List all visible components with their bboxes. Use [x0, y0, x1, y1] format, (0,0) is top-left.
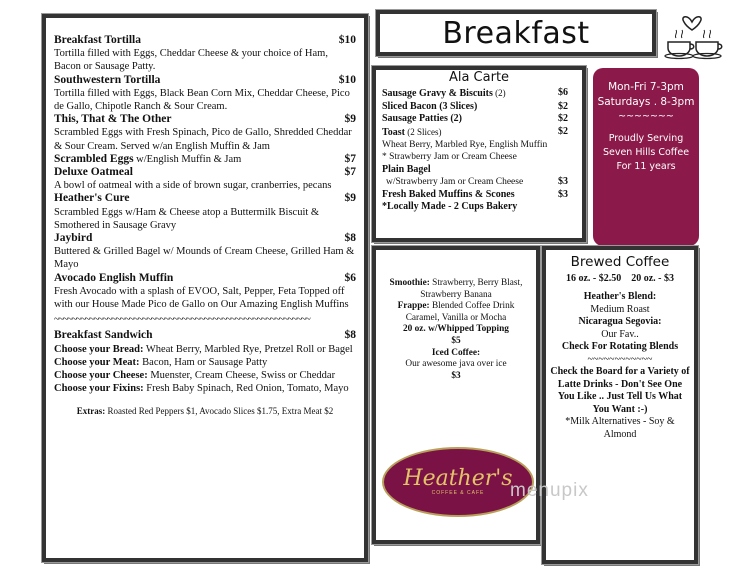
brewed-divider: ~~~~~~~~~~~~	[587, 353, 653, 365]
menu-item-name: Scrambled Eggs	[54, 152, 134, 165]
menu-item-description: Tortilla filled with Eggs, Black Bean Corn Mix, Cheddar Cheese, Pico de Gallo, Chipotle Ranch & Sour Cream.	[54, 87, 350, 113]
sandwich-price: $8	[344, 329, 356, 342]
frappe-desc: Blended Coffee Drink Caramel, Vanilla or Mocha	[405, 301, 515, 323]
ala-carte-item-note: (2)	[492, 88, 506, 99]
menu-item-name: Southwestern Tortilla	[54, 73, 161, 86]
bagel-heading	[382, 164, 576, 176]
menu-item-price: $8	[344, 232, 356, 245]
menu-item-description: A bowl of oatmeal with a side of brown sugar, cranberries, pecans	[54, 180, 332, 192]
toast-jam: * Strawberry Jam or Cream Cheese	[382, 152, 517, 163]
cheese-options: Muenster, Cream Cheese, Swiss or Cheddar	[150, 370, 336, 382]
ala-carte-item-wrap	[382, 101, 477, 113]
muffins-name: Fresh Baked Muffins & Scones	[382, 188, 515, 200]
meat-options: Bacon, Ham or Sausage Patty	[142, 356, 268, 368]
bagel-name: Plain Bagel	[382, 163, 431, 175]
sandwich-fixins	[54, 382, 356, 395]
menu-item-name-wrap	[54, 113, 171, 126]
menu-item-heading	[54, 34, 356, 47]
menu-item-description: Scrambled Eggs w/Ham & Cheese atop a Buttermilk Biscuit & Smothered in Sausage Gravy	[54, 206, 320, 231]
local-note: *Locally Made - 2 Cups Bakery	[382, 201, 518, 213]
ala-carte-item-name: Toast	[382, 126, 405, 138]
ala-carte-item-price: $2	[558, 100, 568, 112]
ala-carte-row	[382, 101, 576, 113]
ala-carte-item-name: Sliced Bacon (3 Slices)	[382, 100, 478, 112]
menu-item-name: Jaybird	[54, 232, 93, 245]
menu-item-price: $7	[344, 166, 356, 179]
muffins-price: $3	[558, 188, 568, 200]
menu-item-heading	[54, 153, 356, 166]
years-text: For 11 years	[616, 161, 676, 172]
menu-item-name-wrap	[54, 153, 241, 166]
menu-item-name-wrap	[54, 166, 133, 179]
ala-carte-row	[382, 126, 576, 139]
menu-item-heading	[54, 272, 356, 285]
menu-item-heading	[54, 74, 356, 87]
ala-carte-item-price: $6	[558, 87, 568, 99]
local-note-row	[382, 201, 576, 213]
ala-carte-title: Ala Carte	[448, 70, 510, 85]
menu-item-description: Fresh Avocado with a splash of EVOO, Salt, Pepper, Feta Topped off with our House Made Pico de Gallo on Our Amazing English Muffins	[54, 285, 349, 311]
brewed-title: Brewed Coffee	[570, 254, 670, 270]
frappe-size: 20 oz. w/Whipped Topping	[403, 324, 509, 335]
menu-items	[54, 34, 356, 311]
ala-carte-item-wrap	[382, 87, 506, 100]
main-menu-panel	[42, 14, 368, 562]
menu-item-description: Tortilla filled with Eggs, Cheddar Cheese & your choice of Ham, Bacon or Sausage Patty.	[54, 48, 328, 73]
menu-item-inline-desc: w/English Muffin & Jam	[133, 153, 242, 165]
bread-options: Wheat Berry, Marbled Rye, Pretzel Roll or Bagel	[145, 343, 353, 355]
menu-item-name-wrap	[54, 34, 141, 47]
fixins-options: Fresh Baby Spinach, Red Onion, Tomato, Mayo	[146, 383, 349, 395]
frappe-label: Frappe:	[397, 301, 430, 312]
cheese-label: Choose your Cheese:	[54, 370, 148, 382]
coffee-brand: Seven Hills Coffee	[602, 147, 690, 158]
sandwich-bread	[54, 343, 356, 356]
menu-item-heading	[54, 192, 356, 205]
ala-carte-item-wrap	[382, 126, 441, 139]
fixins-label: Choose your Fixins:	[54, 383, 144, 395]
ala-carte-item-price: $2	[558, 125, 568, 137]
menu-item-name: This, That & The Other	[54, 113, 172, 126]
menu-item-name-wrap	[54, 192, 129, 205]
ala-carte-row	[382, 87, 576, 100]
sandwich-cheese	[54, 369, 356, 382]
smoothie-label: Smoothie:	[389, 278, 430, 288]
menu-item-name-wrap	[54, 232, 92, 245]
watermark: menupix	[510, 480, 589, 501]
extras-label: Extras:	[76, 406, 106, 417]
ala-carte-item-note: (2 Slices)	[404, 126, 442, 137]
extras	[54, 405, 356, 418]
segovia-label: Nicaragua Segovia:	[578, 316, 662, 327]
menu-item-description: Buttered & Grilled Bagel w/ Mounds of Cream Cheese, Grilled Ham & Mayo	[54, 246, 355, 271]
iced-price: $3	[451, 370, 461, 381]
ala-carte-rows	[382, 87, 576, 139]
sandwich-heading	[54, 329, 356, 342]
blend-desc: Medium Roast	[590, 303, 650, 315]
coffee-cups-icon	[662, 8, 726, 60]
proudly-serving: Proudly Serving	[608, 133, 684, 144]
ala-carte-item-name: Sausage Patties (2)	[382, 113, 462, 125]
muffins-row	[382, 189, 576, 201]
hours-saturday: Saturdays . 8-3pm	[597, 96, 695, 108]
blend-label: Heather's Blend:	[583, 291, 657, 302]
menu-item-heading	[54, 113, 356, 126]
hours-panel	[593, 68, 699, 246]
separator: ~~~~~~~~~~~~~~~~~~~~~~~~~~~~~~~~~~~~~~~~~~~~~~~~~~~~~~~~~~	[54, 314, 310, 326]
page-title: Breakfast	[442, 15, 590, 51]
rotating-blends: Check For Rotating Blends	[561, 341, 679, 352]
title-panel	[376, 10, 656, 56]
bagel-desc: w/Strawberry Jam or Cream Cheese	[386, 177, 524, 188]
logo-name: Heather's	[403, 466, 513, 491]
menu-item-heading	[54, 166, 356, 179]
menu-item-price: $10	[338, 34, 356, 46]
segovia-desc: Our Fav..	[601, 328, 639, 340]
menu-item-name: Heather's Cure	[54, 192, 130, 205]
hours-divider: ~~~~~~~	[618, 111, 674, 122]
ala-carte-item-name: Sausage Gravy & Biscuits	[382, 88, 493, 100]
bread-label: Choose your Bread:	[54, 343, 144, 355]
menu-item-name: Breakfast Tortilla	[54, 34, 142, 46]
brewed-sizes: 16 oz. - $2.50 20 oz. - $3	[565, 272, 675, 284]
menu-item-description: Scrambled Eggs with Fresh Spinach, Pico de Gallo, Shredded Cheddar & Sour Cream. Served w/an English Muffin & Jam	[54, 127, 352, 152]
menu-item-price: $9	[344, 113, 356, 126]
iced-label: Iced Coffee:	[431, 347, 481, 358]
menu-item-price: $9	[344, 192, 356, 205]
frappe-price: $5	[451, 335, 461, 346]
ala-carte-panel	[372, 66, 586, 242]
menu-item-name: Deluxe Oatmeal	[54, 166, 133, 179]
menu-item-name-wrap	[54, 272, 173, 285]
bagel-price: $3	[558, 176, 568, 188]
menu-item-name: Avocado English Muffin	[54, 271, 174, 284]
milk-alternatives: *Milk Alternatives - Soy & Almond	[565, 416, 675, 440]
sandwich-meat	[54, 356, 356, 369]
frappe-block	[380, 301, 532, 324]
menu-item-price: $10	[338, 73, 356, 86]
menu-item-price: $7	[344, 152, 356, 165]
bagel-row	[382, 176, 576, 188]
menu-item-price: $6	[344, 271, 356, 284]
hours-weekday: Mon-Fri 7-3pm	[608, 81, 684, 93]
brewed-coffee-panel	[542, 246, 698, 564]
iced-desc: Our awesome java over ice	[405, 359, 507, 370]
menu-item-name-wrap	[54, 74, 160, 87]
menu-item-heading	[54, 232, 356, 245]
meat-label: Choose your Meat:	[54, 356, 140, 368]
ala-carte-item-price: $2	[558, 113, 568, 125]
ala-carte-item-wrap	[382, 113, 462, 125]
toast-desc: Wheat Berry, Marbled Rye, English Muffin	[382, 140, 548, 151]
smoothie-flavors: Strawberry, Berry Blast, Strawberry Banana	[420, 278, 523, 300]
ala-carte-row	[382, 113, 576, 125]
sandwich-name: Breakfast Sandwich	[54, 329, 153, 342]
logo-subtitle: COFFEE & CAFE	[431, 490, 485, 496]
latte-board-note: Check the Board for a Variety of Latte Drinks - Don't See One You Like .. Just Tell Us What You Want :-)	[550, 366, 690, 415]
smoothie-block	[380, 278, 532, 301]
extras-text: Roasted Red Peppers $1, Avocado Slices $1.75, Extra Meat $2	[107, 406, 334, 417]
